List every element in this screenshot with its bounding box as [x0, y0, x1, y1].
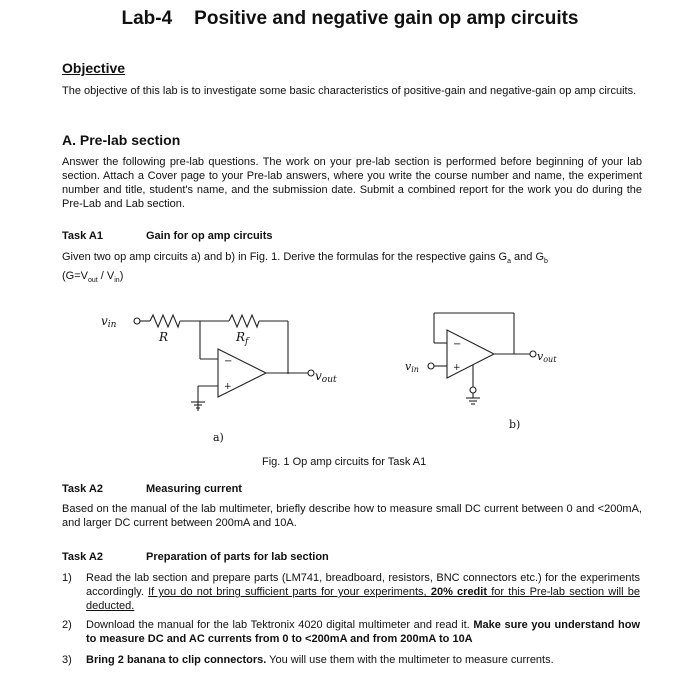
- prelab-text: Answer the following pre-lab questions. The work on your pre-lab section is performed before beginning of your lab section. Attach a Cover page to your Pre-lab answers, where you write the course number and name, the experiment number and title, student's name, and the submission date. Submit a combined report for the work you do during the Pre-Lab and Lab section.: [62, 156, 642, 210]
- rf-label: $R_f$: [236, 330, 249, 347]
- vin-label-a: vin: [101, 314, 117, 330]
- vout-terminal-a: [308, 370, 314, 376]
- vout-label-b: vout: [537, 350, 557, 364]
- task-a2-measure-label: Task A2: [62, 483, 103, 495]
- figure-1: [0, 290, 700, 450]
- plus-a: +: [224, 382, 232, 392]
- plus-b: +: [453, 363, 461, 373]
- lab-number: Lab-4: [121, 8, 173, 29]
- label-b: b): [509, 418, 521, 431]
- minus-b: −: [453, 339, 462, 350]
- objective-heading: Objective: [62, 60, 126, 76]
- minus-a: −: [224, 356, 233, 367]
- task-a2-prep-name: Preparation of parts for lab section: [146, 551, 329, 563]
- list-item: 3) Bring 2 banana to clip connectors. You will use them with the multimeter to measure currents.: [62, 654, 554, 666]
- vin-terminal-a: [134, 318, 140, 324]
- page-title: [0, 8, 700, 30]
- lab-topic: Positive and negative gain op amp circuits: [194, 8, 579, 29]
- vout-label-a: vout: [315, 369, 337, 385]
- task-a2-measure-text: Based on the manual of the lab multimeter, briefly describe how to measure small DC current between 0 and <200mA, and larger DC current between 200mA and 10A.: [62, 503, 642, 529]
- task-a2-measure-heading: [62, 483, 242, 495]
- figure-caption: Fig. 1 Op amp circuits for Task A1: [262, 456, 427, 468]
- task-a2-prep-heading: [62, 551, 329, 563]
- task-a1-label: Task A1: [62, 230, 103, 242]
- vin-label-b: vin: [405, 360, 419, 374]
- task-a1-text: Given two op amp circuits a) and b) in Fig. 1. Derive the formulas for the respective gains $G_a$ and $G_b$ $(G=V_{out} / V_{in})$: [62, 251, 548, 285]
- task-a2-measure-name: Measuring current: [146, 483, 242, 495]
- vin-terminal-b: [428, 363, 434, 369]
- circuit-b: [428, 313, 536, 404]
- task-a1-name: Gain for op amp circuits: [146, 230, 273, 242]
- list-item: 1) Read the lab section and prepare parts (LM741, breadboard, resistors, BNC connectors etc.) for the experiments accordingly. If you do not bring sufficient parts for your experiments, 20% credit for this Pre-lab section will be deducted.: [62, 572, 641, 612]
- resistor-r: [150, 315, 180, 327]
- vout-terminal-b: [530, 351, 536, 357]
- resistor-rf: [229, 315, 259, 327]
- task-a1-heading: [62, 230, 273, 242]
- objective-text: The objective of this lab is to investigate some basic characteristics of positive-gain and negative-gain op amp circuits.: [62, 85, 637, 97]
- task-a2-prep-label: Task A2: [62, 551, 103, 563]
- list-item: 2) Download the manual for the lab Tektronix 4020 digital multimeter and read it. Make sure you understand how to measure DC and AC currents from 0 to <200mA and from 200mA to 10A: [62, 619, 641, 645]
- prelab-heading: A. Pre-lab section: [62, 132, 181, 148]
- r-label: R: [159, 330, 169, 344]
- label-a: a): [213, 431, 224, 444]
